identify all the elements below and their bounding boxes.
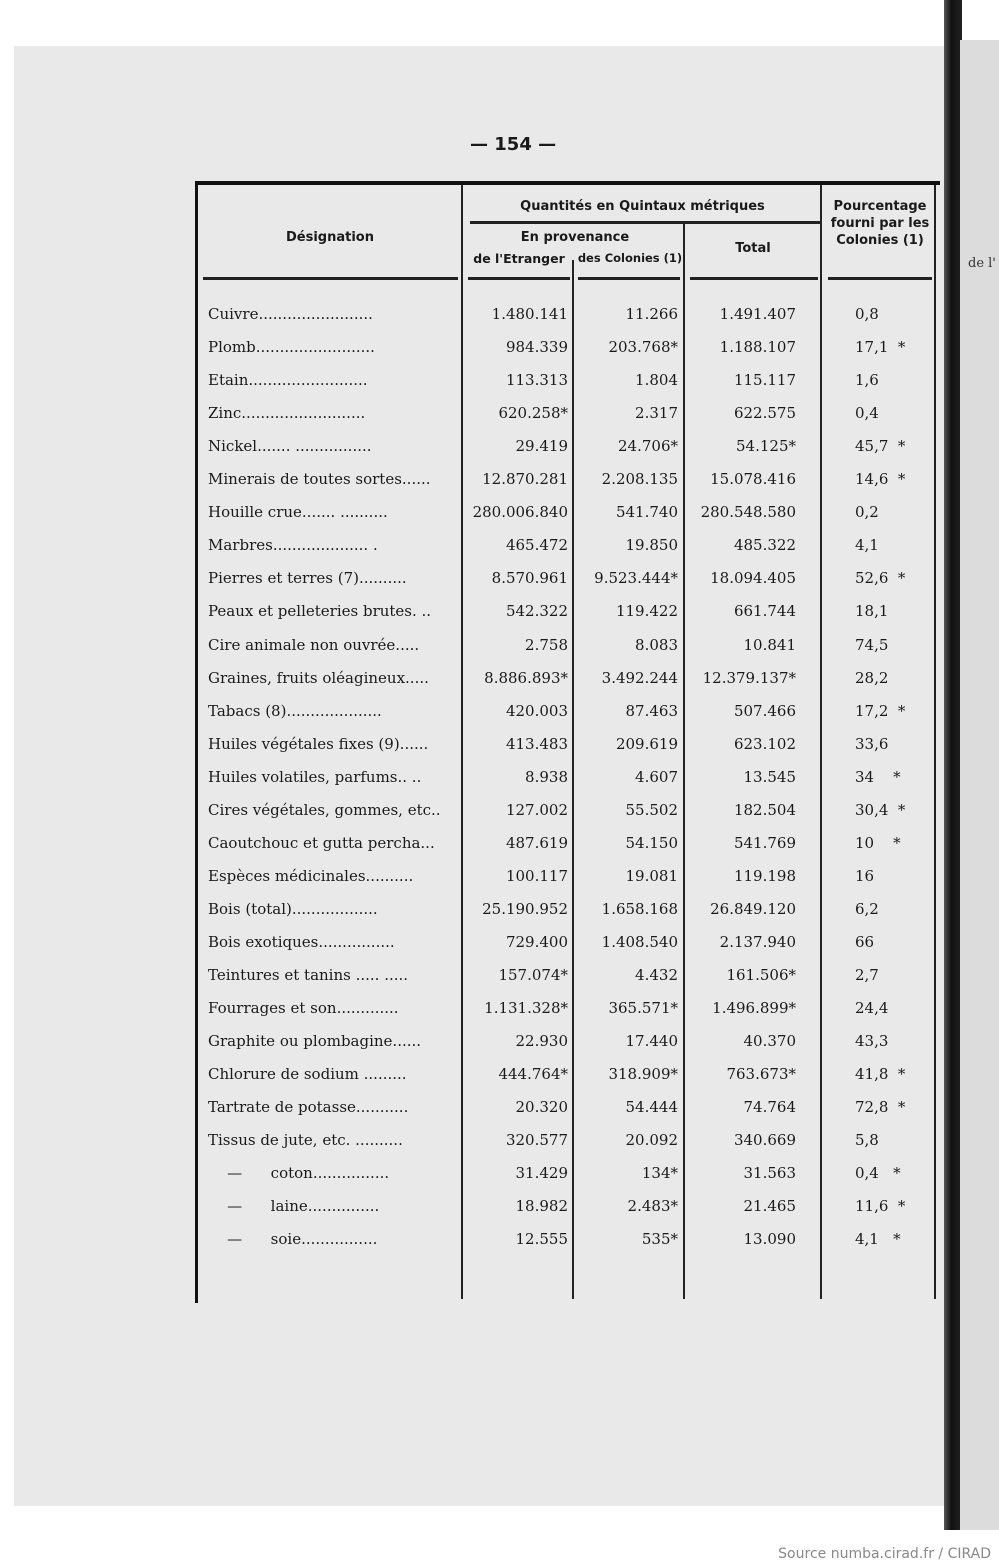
- colonies-cell: 365.571*: [608, 999, 678, 1018]
- designation-cell: Teintures et tanins ..... .....: [208, 966, 409, 984]
- table-row: [208, 338, 908, 362]
- table-row: [208, 1065, 908, 1089]
- total-cell: 1.491.407: [719, 305, 796, 323]
- designation-cell: Bois exotiques................: [208, 932, 395, 951]
- colonies-cell: 3.492.244: [601, 668, 678, 687]
- header-provenance: En provenance: [520, 230, 630, 245]
- total-cell: 623.102: [733, 734, 796, 753]
- designation-cell: Zinc..........................: [208, 404, 366, 423]
- etranger-cell: 31.429: [515, 1164, 568, 1183]
- header-percentage: Pourcentage fourni par les Colonies (1): [830, 199, 930, 248]
- designation-cell: — coton................: [208, 1164, 390, 1183]
- etranger-cell: 413.483: [505, 734, 568, 753]
- percentage-cell: 0,8: [855, 305, 879, 323]
- etranger-cell: 1.480.141: [491, 305, 568, 323]
- colonies-cell: 54.444: [625, 1098, 678, 1117]
- colonies-cell: 4.607: [635, 767, 678, 786]
- table-row: [208, 1131, 908, 1155]
- percentage-cell: 10 *: [855, 833, 901, 852]
- colonies-cell: 134*: [641, 1164, 678, 1183]
- etranger-cell: 18.982: [515, 1197, 568, 1216]
- designation-cell: Fourrages et son.............: [208, 999, 399, 1018]
- etranger-cell: 620.258*: [498, 404, 568, 423]
- colonies-cell: 9.523.444*: [594, 569, 678, 588]
- designation-cell: Graines, fruits oléagineux.....: [208, 668, 429, 687]
- total-cell: 763.673*: [726, 1065, 796, 1084]
- designation-cell: Caoutchouc et gutta percha...: [208, 833, 435, 852]
- etranger-cell: 20.320: [515, 1098, 568, 1117]
- percentage-cell: 24,4: [855, 999, 889, 1018]
- colonies-cell: 87.463: [625, 701, 678, 720]
- colonies-cell: 209.619: [615, 734, 678, 753]
- etranger-cell: 280.006.840: [472, 503, 568, 522]
- colonies-cell: 2.317: [635, 404, 678, 423]
- etranger-cell: 984.339: [505, 338, 568, 357]
- etranger-cell: 12.555: [515, 1230, 568, 1249]
- table-row: [208, 1098, 908, 1122]
- header-rule: [203, 277, 458, 280]
- percentage-cell: 52,6 *: [855, 569, 906, 588]
- percentage-cell: 34 *: [855, 767, 901, 786]
- table-row: [208, 735, 908, 759]
- percentage-cell: 17,1 *: [855, 338, 906, 357]
- etranger-cell: 465.472: [505, 536, 568, 555]
- designation-cell: Etain.........................: [208, 371, 368, 390]
- table-row: [208, 503, 908, 527]
- etranger-cell: 157.074*: [498, 966, 568, 984]
- colonies-cell: 541.740: [615, 503, 678, 522]
- etranger-cell: 487.619: [505, 833, 568, 852]
- designation-cell: Huiles volatiles, parfums.. ..: [208, 767, 422, 786]
- colonies-cell: 24.706*: [618, 437, 678, 456]
- header-rule: [578, 277, 680, 280]
- colonies-cell: 1.658.168: [601, 899, 678, 918]
- colonies-cell: 55.502: [625, 800, 678, 819]
- percentage-cell: 4,1 *: [855, 1230, 901, 1249]
- table-row: [208, 404, 908, 428]
- etranger-cell: 22.930: [515, 1032, 568, 1051]
- total-cell: 15.078.416: [710, 470, 796, 489]
- percentage-cell: 74,5: [855, 635, 889, 654]
- colonies-cell: 19.850: [625, 536, 678, 555]
- total-cell: 507.466: [733, 701, 796, 720]
- etranger-cell: 29.419: [515, 437, 568, 456]
- etranger-cell: 25.190.952: [482, 899, 568, 918]
- colonies-cell: 20.092: [625, 1131, 678, 1150]
- next-page-fragment: de l': [968, 256, 996, 271]
- colonies-cell: 11.266: [625, 305, 678, 323]
- percentage-cell: 45,7 *: [855, 437, 906, 456]
- percentage-cell: 33,6: [855, 734, 889, 753]
- table-row: [208, 602, 908, 626]
- total-cell: 13.545: [743, 767, 796, 786]
- table-row: [208, 768, 908, 792]
- header-rule: [468, 277, 570, 280]
- total-cell: 74.764: [743, 1098, 796, 1117]
- etranger-cell: 444.764*: [498, 1065, 568, 1084]
- percentage-cell: 18,1: [855, 602, 889, 621]
- total-cell: 161.506*: [726, 966, 796, 984]
- etranger-cell: 8.886.893*: [484, 668, 568, 687]
- total-cell: 10.841: [743, 635, 796, 654]
- designation-cell: Peaux et pelleteries brutes. ..: [208, 602, 432, 621]
- header-total: Total: [735, 241, 771, 256]
- header-rule: [470, 221, 820, 224]
- percentage-cell: 4,1: [855, 536, 879, 555]
- colonies-cell: 203.768*: [608, 338, 678, 357]
- total-cell: 115.117: [733, 371, 796, 390]
- percentage-cell: 43,3: [855, 1032, 889, 1051]
- designation-cell: Cire animale non ouvrée.....: [208, 635, 420, 654]
- total-cell: 485.322: [733, 536, 796, 555]
- colonies-cell: 119.422: [615, 602, 678, 621]
- colonies-cell: 1.804: [635, 371, 678, 390]
- table-row: [208, 1032, 908, 1056]
- header-rule: [690, 277, 818, 280]
- total-cell: 26.849.120: [710, 899, 796, 918]
- total-cell: 182.504: [733, 800, 796, 819]
- total-cell: 18.094.405: [710, 569, 796, 588]
- column-divider: [934, 185, 936, 1299]
- designation-cell: Nickel....... ................: [208, 437, 372, 456]
- colonies-cell: 2.483*: [627, 1197, 678, 1216]
- designation-cell: Cuivre........................: [208, 305, 373, 323]
- etranger-cell: 8.938: [525, 767, 568, 786]
- percentage-cell: 72,8 *: [855, 1098, 906, 1117]
- etranger-cell: 113.313: [505, 371, 568, 390]
- total-cell: 119.198: [733, 866, 796, 885]
- designation-cell: Tartrate de potasse...........: [208, 1098, 409, 1117]
- designation-cell: Houille crue....... ..........: [208, 503, 388, 522]
- total-cell: 1.188.107: [719, 338, 796, 357]
- percentage-cell: 17,2 *: [855, 701, 906, 720]
- header-colonies: des Colonies (1): [577, 251, 683, 265]
- etranger-cell: 420.003: [505, 701, 568, 720]
- table-row: [208, 966, 908, 990]
- etranger-cell: 2.758: [525, 635, 568, 654]
- percentage-cell: 14,6 *: [855, 470, 906, 489]
- table-row: [208, 834, 908, 858]
- etranger-cell: 1.131.328*: [484, 999, 568, 1018]
- percentage-cell: 16: [855, 866, 875, 885]
- colonies-cell: 535*: [641, 1230, 678, 1249]
- colonies-cell: 54.150: [625, 833, 678, 852]
- source-credit: Source numba.cirad.fr / CIRAD: [778, 1546, 991, 1562]
- designation-cell: Huiles végétales fixes (9)......: [208, 734, 429, 753]
- table-row: [208, 669, 908, 693]
- designation-cell: Cires végétales, gommes, etc..: [208, 800, 441, 819]
- total-cell: 280.548.580: [700, 503, 796, 522]
- table-row: [208, 867, 908, 891]
- table-row: [208, 999, 908, 1023]
- percentage-cell: 41,8 *: [855, 1065, 906, 1084]
- table-row: [208, 702, 908, 726]
- total-cell: 661.744: [733, 602, 796, 621]
- table-row: [208, 1230, 908, 1254]
- percentage-cell: 0,4 *: [855, 1164, 901, 1183]
- total-cell: 2.137.940: [719, 932, 796, 951]
- designation-cell: Graphite ou plombagine......: [208, 1032, 422, 1051]
- designation-cell: Tissus de jute, etc. ..........: [208, 1131, 403, 1150]
- etranger-cell: 8.570.961: [491, 569, 568, 588]
- colonies-cell: 8.083: [635, 635, 678, 654]
- total-cell: 541.769: [733, 833, 796, 852]
- header-designation: Désignation: [286, 230, 374, 245]
- percentage-cell: 28,2: [855, 668, 889, 687]
- etranger-cell: 100.117: [505, 866, 568, 885]
- header-rule: [828, 277, 932, 280]
- colonies-cell: 4.432: [635, 966, 678, 984]
- colonies-cell: 19.081: [625, 866, 678, 885]
- total-cell: 31.563: [743, 1164, 796, 1183]
- designation-cell: — laine...............: [208, 1197, 380, 1216]
- total-cell: 21.465: [743, 1197, 796, 1216]
- percentage-cell: 6,2: [855, 899, 879, 918]
- total-cell: 40.370: [743, 1032, 796, 1051]
- designation-cell: Bois (total)..................: [208, 899, 378, 918]
- header-quantities: Quantités en Quintaux métriques: [520, 199, 765, 214]
- etranger-cell: 127.002: [505, 800, 568, 819]
- designation-cell: Chlorure de sodium .........: [208, 1065, 407, 1084]
- percentage-cell: 30,4 *: [855, 800, 906, 819]
- table-row: [208, 569, 908, 593]
- designation-cell: — soie................: [208, 1230, 378, 1249]
- total-cell: 622.575: [733, 404, 796, 423]
- table-row: [208, 1197, 908, 1221]
- next-page-edge: [960, 40, 999, 1530]
- percentage-cell: 1,6: [855, 371, 879, 390]
- page-number: — 154 —: [470, 134, 557, 155]
- colonies-cell: 17.440: [625, 1032, 678, 1051]
- table-row: [208, 636, 908, 660]
- table-row: [208, 437, 908, 461]
- percentage-cell: 0,4: [855, 404, 879, 423]
- percentage-cell: 2,7: [855, 966, 879, 984]
- etranger-cell: 320.577: [505, 1131, 568, 1150]
- percentage-cell: 11,6 *: [855, 1197, 906, 1216]
- table-row: [208, 801, 908, 825]
- total-cell: 54.125*: [736, 437, 796, 456]
- total-cell: 12.379.137*: [702, 668, 796, 687]
- designation-cell: Plomb.........................: [208, 338, 375, 357]
- total-cell: 13.090: [743, 1230, 796, 1249]
- table-row: [208, 900, 908, 924]
- colonies-cell: 1.408.540: [601, 932, 678, 951]
- designation-cell: Marbres.................... .: [208, 536, 378, 555]
- etranger-cell: 542.322: [505, 602, 568, 621]
- table-row: [208, 371, 908, 395]
- percentage-cell: 66: [855, 932, 875, 951]
- colonies-cell: 2.208.135: [601, 470, 678, 489]
- designation-cell: Minerais de toutes sortes......: [208, 470, 431, 489]
- colonies-cell: 318.909*: [608, 1065, 678, 1084]
- percentage-cell: 5,8: [855, 1131, 879, 1150]
- designation-cell: Pierres et terres (7)..........: [208, 569, 407, 588]
- designation-cell: Tabacs (8)....................: [208, 701, 382, 720]
- header-etranger: de l'Etranger: [473, 251, 565, 266]
- table-row: [208, 933, 908, 957]
- designation-cell: Espèces médicinales..........: [208, 866, 414, 885]
- percentage-cell: 0,2: [855, 503, 879, 522]
- table-row: [208, 470, 908, 494]
- etranger-cell: 729.400: [505, 932, 568, 951]
- total-cell: 340.669: [733, 1131, 796, 1150]
- total-cell: 1.496.899*: [712, 999, 796, 1018]
- etranger-cell: 12.870.281: [482, 470, 568, 489]
- table-row: [208, 536, 908, 560]
- table-row: [208, 1164, 908, 1188]
- table-row: [208, 305, 908, 329]
